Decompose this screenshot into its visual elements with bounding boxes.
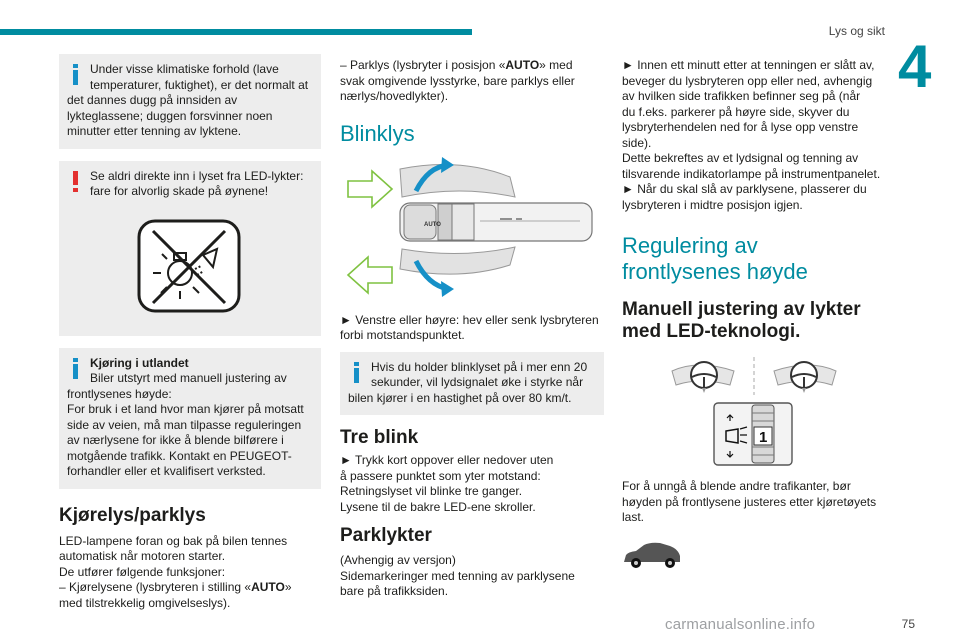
note-line: Under visse klimatiske forhold (lave bbox=[90, 62, 279, 76]
note-line: Biler utstyrt med manuell justering av bbox=[90, 371, 287, 385]
header-accent-bar bbox=[0, 29, 472, 35]
warning-note-led bbox=[59, 161, 321, 336]
body-line: LED-lampene foran og bak på bilen tennes bbox=[59, 533, 288, 548]
heading-regulering-line-2: frontlysenes høyde bbox=[622, 259, 808, 284]
column-left bbox=[59, 54, 321, 611]
column-right bbox=[622, 58, 886, 570]
body-line: automatisk når motoren starter. bbox=[59, 549, 226, 563]
heading-regulering-line-1: Regulering av bbox=[622, 233, 758, 258]
body-line: med tilstrekkelig omgivelseslys). bbox=[59, 595, 231, 610]
body-line: side). bbox=[622, 135, 652, 150]
note-line: sekunder, vil lydsignalet øke i styrke når bbox=[371, 375, 584, 389]
headlamp-adjust-diagram bbox=[622, 351, 886, 469]
body-line: Lysene til de bakre LED-ene skroller. bbox=[340, 499, 536, 514]
body-line: Sidemarkeringer med tenning av parklysene bbox=[340, 568, 575, 583]
note-line: det dannes dugg på innsiden av bbox=[67, 93, 238, 107]
body-line: bare på trafikksiden. bbox=[340, 584, 449, 598]
arrow-right-icon bbox=[348, 171, 392, 207]
info-note-condensation bbox=[59, 54, 321, 149]
heading-manuell-line-1: Manuell justering av lykter bbox=[622, 299, 861, 320]
body-line: ► Trykk kort oppover eller nedover uten bbox=[340, 453, 554, 467]
heading-tre-blink: Tre blink bbox=[340, 427, 419, 448]
body-line: lysbryterhendelen ned for å lyse opp venstre bbox=[622, 120, 859, 134]
note-line: Hvis du holder blinklyset på i mer enn 20 bbox=[371, 359, 588, 374]
note-title: Kjøring i utlandet bbox=[90, 355, 189, 370]
body-line: – Kjørelysene (lysbryteren i stilling «AUTO» bbox=[59, 580, 292, 594]
body-line: høyden på frontlysene justeres etter kjøretøyets bbox=[622, 494, 877, 509]
note-line: side av veien, må man tilpasse reguleringen bbox=[67, 417, 302, 432]
steering-wheel-right-icon bbox=[774, 362, 836, 393]
body-line: Retningslyset vil blinke tre ganger. bbox=[340, 484, 523, 498]
body-line: du f.eks. parkerer på høyre side, skyver du bbox=[622, 104, 850, 119]
info-icon bbox=[352, 362, 362, 384]
svg-text:1: 1 bbox=[759, 429, 768, 446]
heading-blinklys: Blinklys bbox=[340, 120, 415, 146]
info-note-indicator bbox=[340, 352, 604, 416]
car-load-icon bbox=[622, 540, 682, 570]
note-line: motgående trafikk. Kontakt en PEUGEOT- bbox=[67, 448, 292, 463]
note-line: frontlysenes høyde: bbox=[67, 386, 172, 401]
page-number: 75 bbox=[901, 616, 915, 631]
heading-parklykter: Parklykter bbox=[340, 525, 432, 546]
section-title: Lys og sikt bbox=[828, 24, 885, 38]
note-line: temperaturer, fuktighet), er det normalt at bbox=[90, 77, 309, 92]
heading-manuell-line-2: med LED-teknologi. bbox=[622, 321, 801, 342]
warning-line: fare for alvorlig skade på øynene! bbox=[90, 184, 269, 198]
note-line: lykteglassene; duggen forsvinner noen bbox=[67, 108, 273, 123]
body-line: last. bbox=[622, 510, 645, 524]
column-middle bbox=[340, 58, 604, 600]
warning-icon bbox=[71, 171, 81, 193]
info-icon bbox=[71, 358, 81, 380]
body-line: tilsvarende indikatorlampe på instrumentpanelet. bbox=[622, 166, 881, 181]
body-line: Dette bekreftes av et lydsignal og tenning av bbox=[622, 151, 859, 165]
note-line: For bruk i et land hvor man kjører på motsatt bbox=[67, 402, 304, 416]
note-line: av nærlysene for ikke å blende bilførere i bbox=[67, 433, 284, 447]
info-icon bbox=[71, 64, 81, 86]
body-line: For å unngå å blende andre trafikanter, bør bbox=[622, 479, 851, 493]
body-line: (Avhengig av versjon) bbox=[340, 553, 456, 567]
body-line: ► Innen ett minutt etter at tenningen er slått av, bbox=[622, 58, 875, 72]
note-line: bilen kjører i en hastighet på over 80 km/t. bbox=[348, 390, 572, 405]
body-line: å passere punktet som yter motstand: bbox=[340, 468, 541, 483]
body-line: av hvilken side trafikken befinner seg på (når bbox=[622, 89, 861, 103]
watermark: carmanualsonline.info bbox=[665, 615, 816, 633]
no-looking-into-led-icon bbox=[137, 219, 241, 313]
note-line: minutter etter tenning av lyktene. bbox=[67, 124, 242, 138]
body-line: De utfører følgende funksjoner: bbox=[59, 564, 226, 579]
note-line: forhandler eller et kvalifisert verksted. bbox=[67, 464, 266, 478]
headlamp-height-dial-icon bbox=[714, 403, 792, 465]
heading-kjorelys: Kjørelys/parklys bbox=[59, 504, 206, 526]
warning-line: Se aldri direkte inn i lyset fra LED-lykter: bbox=[90, 168, 304, 183]
body-line: – Parklys (lysbryter i posisjon «AUTO» med bbox=[340, 58, 573, 72]
steering-wheel-left-icon bbox=[672, 362, 734, 393]
light-stalk-diagram bbox=[340, 157, 600, 309]
body-line: ► Når du skal slå av parklysene, plasserer du bbox=[622, 182, 867, 196]
chapter-number: 4 bbox=[898, 33, 932, 100]
body-line: forbi motstandspunktet. bbox=[340, 328, 465, 342]
body-line: svak omgivende lysstyrke, bare parklys eller bbox=[340, 73, 575, 88]
body-line: nærlys/hovedlykter). bbox=[340, 89, 449, 103]
svg-text:AUTO: AUTO bbox=[424, 221, 441, 228]
body-line: beveger du lysbryteren opp eller ned, avhengig bbox=[622, 73, 873, 88]
info-note-abroad bbox=[59, 348, 321, 489]
arrow-left-icon bbox=[348, 257, 392, 293]
body-line: ► Venstre eller høyre: hev eller senk lysbryteren bbox=[340, 312, 599, 327]
body-line: lysbryteren i midtre posisjon igjen. bbox=[622, 197, 803, 212]
